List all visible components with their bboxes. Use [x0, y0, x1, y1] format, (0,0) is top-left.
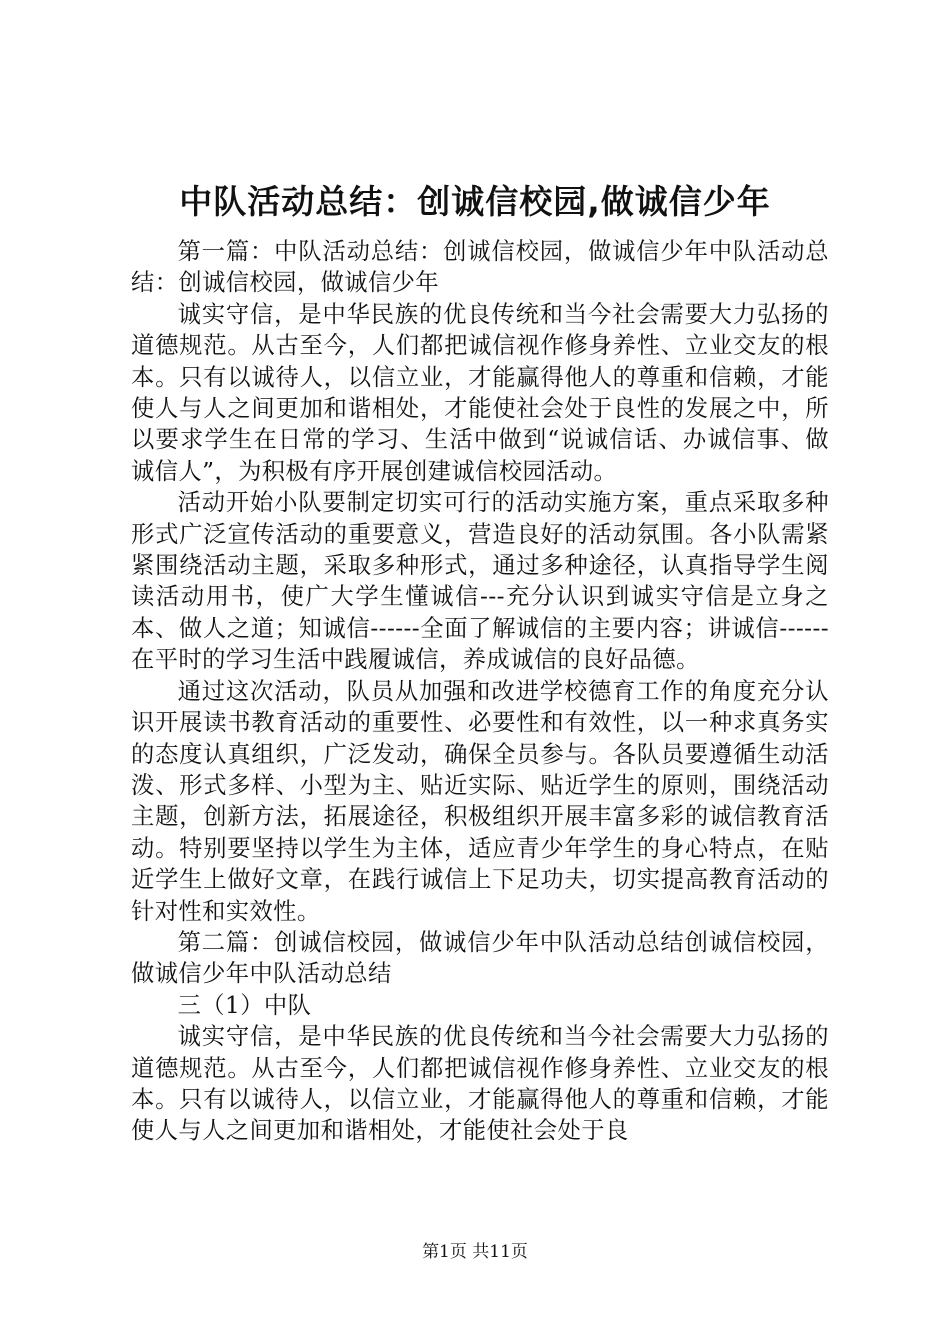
paragraph-honesty-intro-repeat: 诚实守信，是中华民族的优良传统和当今社会需要大力弘扬的道德规范。从古至今，人们都把诚信视作修身养性、立业交友的根本。只有以诚待人，以信立业，才能赢得他人的尊重和信赖，才能使人与人之间更加和谐相处，才能使社会处于良 [131, 1023, 829, 1145]
paragraph-squad-name: 三（1）中队 [177, 991, 312, 1019]
document-body [131, 236, 829, 1147]
paragraph-activity-result: 通过这次活动，队员从加强和改进学校德育工作的角度充分认识开展读书教育活动的重要性、必要性和有效性，以一种求真务实的态度认真组织，广泛发动，确保全员参与。各队员要遵循生动活泼、形式多样、小型为主、贴近实际、贴近学生的原则，围绕活动主题，创新方法，拓展途径，积极组织开展丰富多彩的诚信教育活动。特别要坚持以学生为主体，适应青少年学生的身心特点，在贴近学生上做好文章，在践行诚信上下足功夫，切实提高教育活动的针对性和实效性。 [131, 677, 829, 925]
paragraph-honesty-intro: 诚实守信，是中华民族的优良传统和当今社会需要大力弘扬的道德规范。从古至今，人们都把诚信视作修身养性、立业交友的根本。只有以诚待人，以信立业，才能赢得他人的尊重和信赖，才能使人与人之间更加和谐相处，才能使社会处于良性的发展之中，所以要求学生在日常的学习、生活中做到“说诚信话、办诚信事、做诚信人”，为积极有序开展创建诚信校园活动。 [131, 300, 829, 485]
paragraph-activity-start: 活动开始小队要制定切实可行的活动实施方案，重点采取多种形式广泛宣传活动的重要意义，营造良好的活动氛围。各小队需紧紧围绕活动主题，采取多种形式，通过多种途径，认真指导学生阅读活动用书，使广大学生懂诚信---充分认识到诚实守信是立身之本、做人之道；知诚信------全面了解诚信的主要内容；讲诚信------在平时的学习生活中践履诚信，养成诚信的良好品德。 [131, 489, 829, 674]
paragraph-part-two-heading: 第二篇：创诚信校园，做诚信少年中队活动总结创诚信校园，做诚信少年中队活动总结 [131, 928, 829, 988]
document-title: 中队活动总结：创诚信校园,做诚信少年 [179, 182, 771, 221]
page-number-footer: 第1页 共11页 [422, 1242, 528, 1262]
paragraph-part-one-heading: 第一篇：中队活动总结：创诚信校园，做诚信少年中队活动总结：创诚信校园，做诚信少年 [131, 238, 829, 297]
